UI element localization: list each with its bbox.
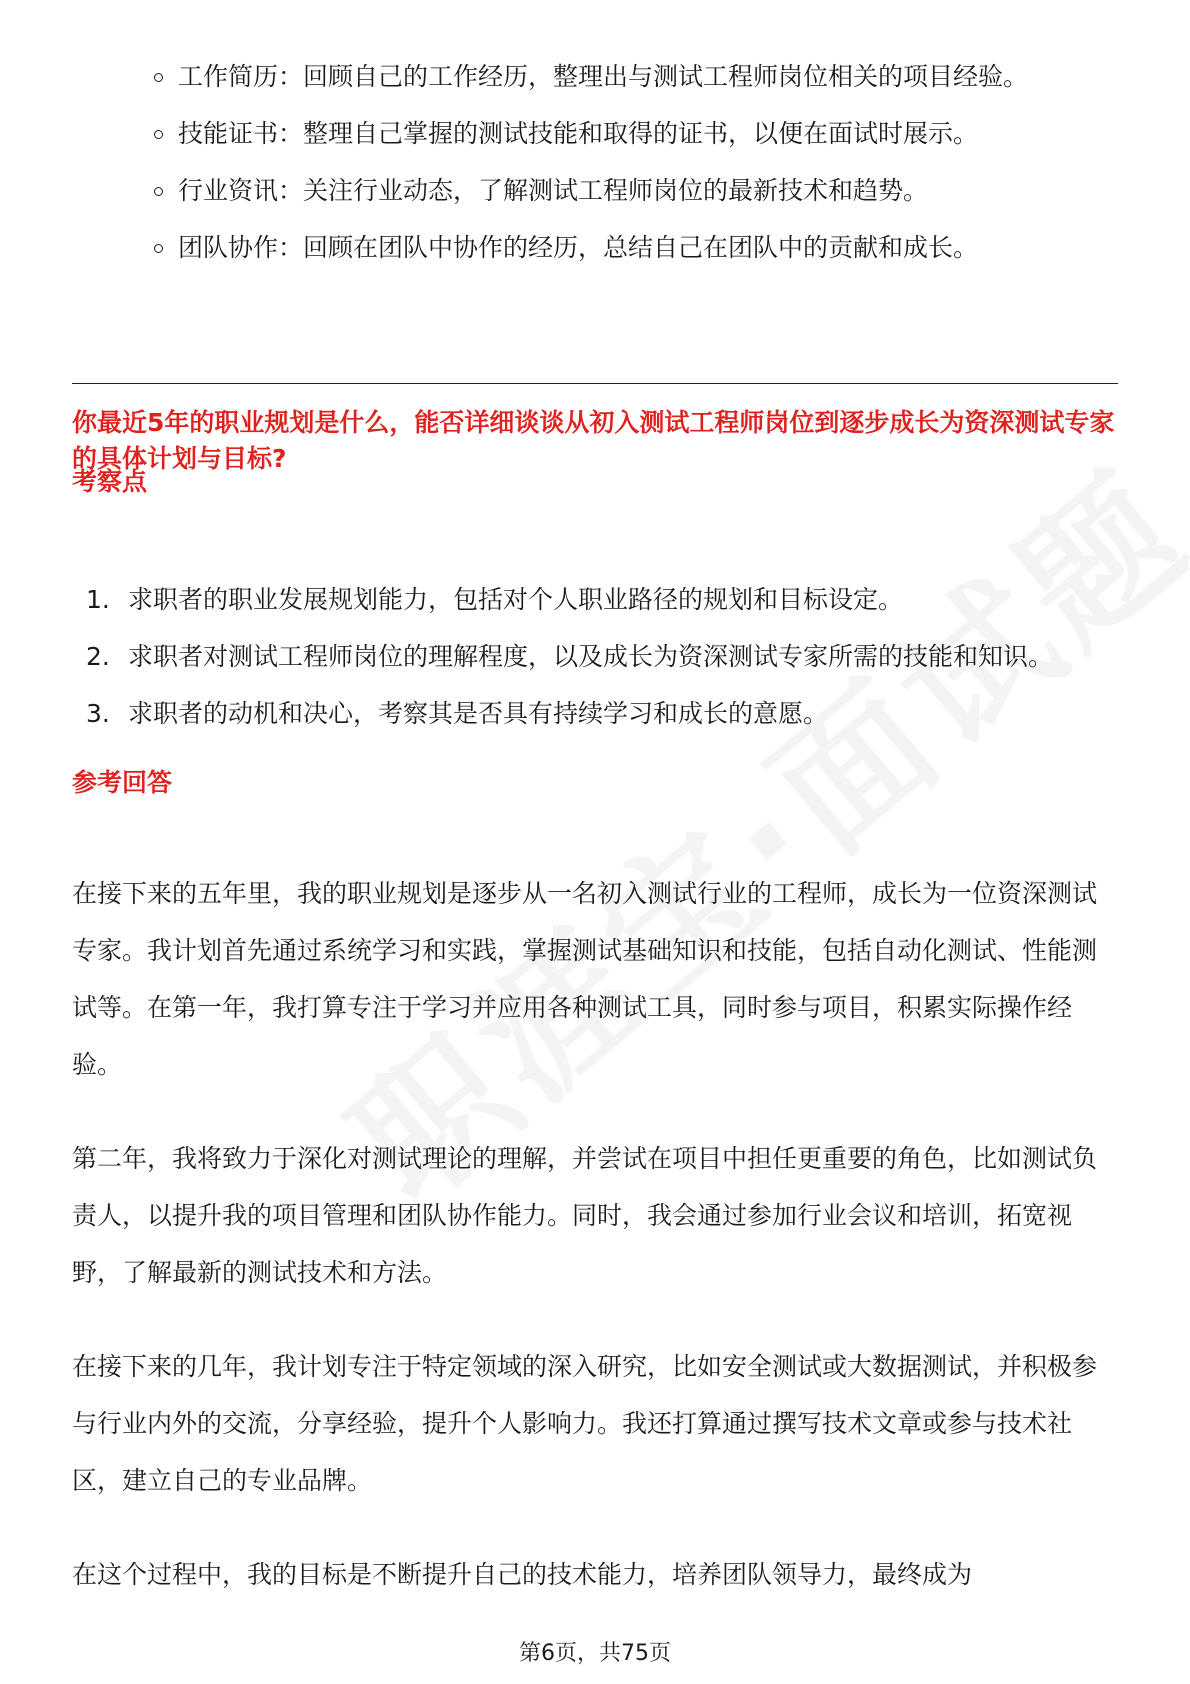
list-item: 工作简历：回顾自己的工作经历，整理出与测试工程师岗位相关的项目经验。	[150, 48, 1110, 105]
assessment-list	[86, 571, 1116, 742]
assessment-heading: 考察点	[72, 467, 148, 496]
list-number: 1.	[86, 585, 110, 614]
answer-paragraph: 在接下来的五年里，我的职业规划是逐步从一名初入测试行业的工程师，成长为一位资深测试专家。我计划首先通过系统学习和实践，掌握测试基础知识和技能，包括自动化测试、性能测试等。在第一年，我打算专注于学习并应用各种测试工具，同时参与项目，积累实际操作经验。	[72, 879, 1098, 1079]
list-text: 求职者对测试工程师岗位的理解程度，以及成长为资深测试专家所需的技能和知识。	[128, 642, 1054, 671]
watermark	[301, 415, 1190, 1241]
list-item	[86, 571, 1116, 628]
section-divider	[72, 383, 1118, 384]
prep-list	[150, 48, 1110, 276]
answer-paragraph: 第二年，我将致力于深化对测试理论的理解，并尝试在项目中担任更重要的角色，比如测试负责人，以提升我的项目管理和团队协作能力。同时，我会通过参加行业会议和培训，拓宽视野，了解最新的测试技术和方法。	[72, 1144, 1098, 1287]
list-text: 求职者的职业发展规划能力，包括对个人职业路径的规划和目标设定。	[128, 585, 904, 614]
answer-paragraph: 在接下来的几年，我计划专注于特定领域的深入研究，比如安全测试或大数据测试，并积极参与行业内外的交流，分享经验，提升个人影响力。我还打算通过撰写技术文章或参与技术社区，建立自己的专业品牌。	[72, 1352, 1098, 1495]
page-number: 第6页，共75页	[519, 1641, 671, 1666]
list-item: 团队协作：回顾在团队中协作的经历，总结自己在团队中的贡献和成长。	[150, 219, 1110, 276]
list-text: 求职者的动机和决心，考察其是否具有持续学习和成长的意愿。	[128, 699, 829, 728]
answer-heading: 参考回答	[72, 768, 173, 797]
list-item	[86, 628, 1116, 685]
list-item: 技能证书：整理自己掌握的测试技能和取得的证书，以便在面试时展示。	[150, 105, 1110, 162]
list-number: 3.	[86, 699, 110, 728]
list-item: 行业资讯：关注行业动态，了解测试工程师岗位的最新技术和趋势。	[150, 162, 1110, 219]
answer-paragraph: 在这个过程中，我的目标是不断提升自己的技术能力，培养团队领导力，最终成为	[72, 1560, 973, 1589]
list-number: 2.	[86, 642, 110, 671]
question-heading: 你最近5年的职业规划是什么，能否详细谈谈从初入测试工程师岗位到逐步成长为资深测试专家的具体计划与目标?	[72, 408, 1115, 473]
list-item	[86, 685, 1116, 742]
